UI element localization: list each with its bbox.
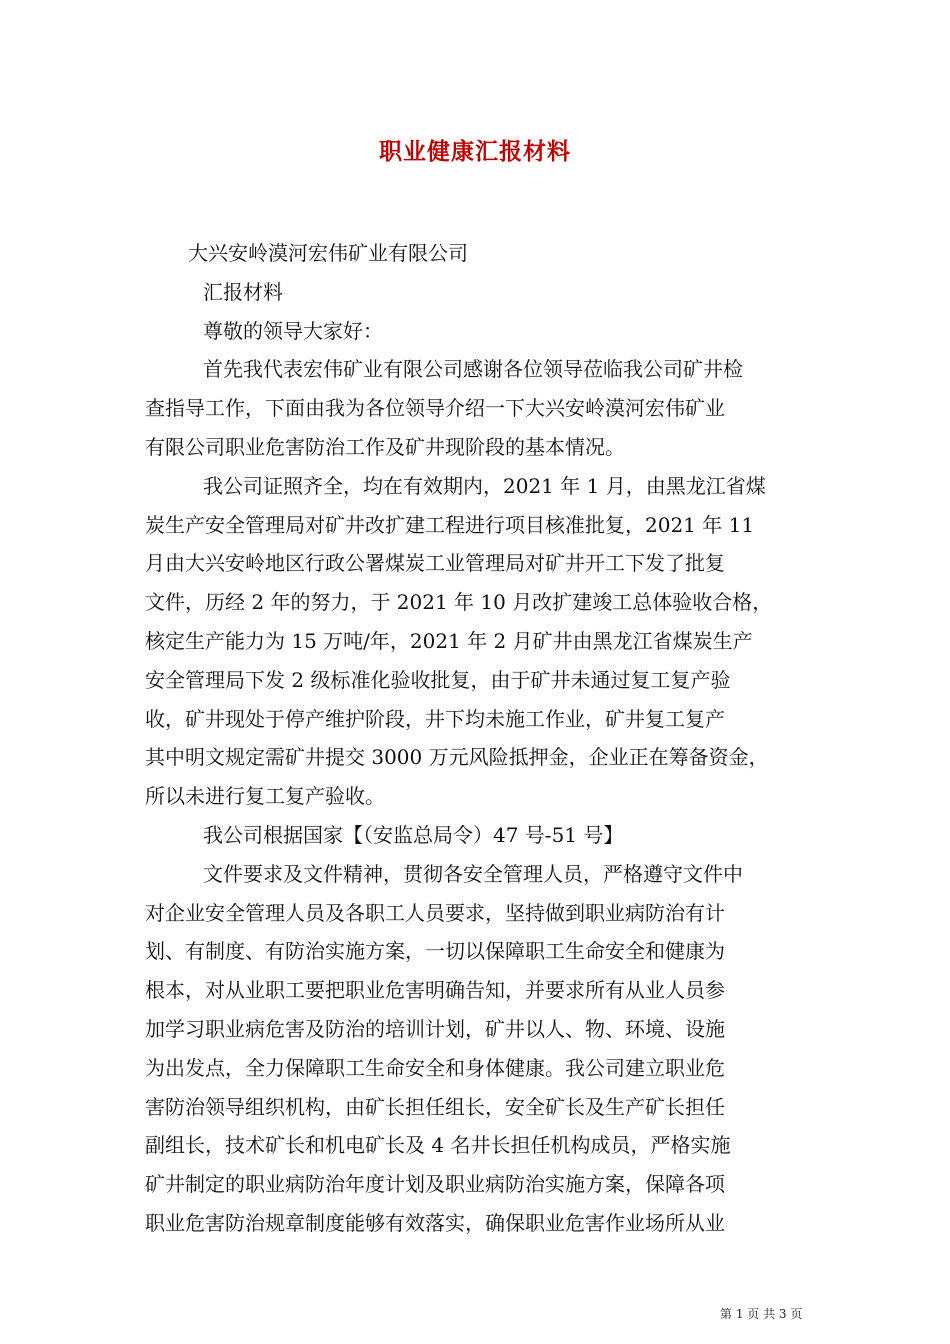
paragraph-line: 核定生产能力为 15 万吨/年，2021 年 2 月矿井由黑龙江省煤炭生产: [145, 628, 753, 653]
paragraph-line: 我公司证照齐全，均在有效期内，2021 年 1 月，由黑龙江省煤: [203, 473, 766, 498]
paragraph-line: 所以未进行复工复产验收。: [145, 784, 385, 809]
paragraph-line: 害防治领导组织机构，由矿长担任组长，安全矿长及生产矿长担任: [145, 1094, 725, 1119]
document-body: [145, 234, 810, 1243]
paragraph-line: 首先我代表宏伟矿业有限公司感谢各位领导莅临我公司矿井检: [203, 357, 743, 382]
paragraph-line: 其中明文规定需矿井提交 3000 万元风险抵押金，企业正在筹备资金，: [145, 745, 769, 770]
paragraph-line: 划、有制度、有防治实施方案，一切以保障职工生命安全和健康为: [145, 939, 725, 964]
page-indicator: 第 1 页 共 3 页: [720, 1307, 803, 1321]
paragraph-line: 炭生产安全管理局对矿井改扩建工程进行项目核准批复，2021 年 11: [145, 512, 755, 537]
report-label-line: 汇报材料: [203, 279, 283, 304]
paragraph-line: 月由大兴安岭地区行政公署煤炭工业管理局对矿井开工下发了批复: [145, 551, 725, 576]
paragraph-line: 查指导工作，下面由我为各位领导介绍一下大兴安岭漠河宏伟矿业: [145, 396, 725, 421]
paragraph-line: 根本，对从业职工要把职业危害明确告知，并要求所有从业人员参: [145, 978, 725, 1003]
paragraph-line: 有限公司职业危害防治工作及矿井现阶段的基本情况。: [145, 434, 625, 459]
paragraph-line: 对企业安全管理人员及各职工人员要求，坚持做到职业病防治有计: [145, 900, 725, 925]
document-title: 职业健康汇报材料: [379, 138, 571, 165]
paragraph-line: 我公司根据国家【（安监总局令）47 号-51 号】: [203, 822, 624, 847]
paragraph-line: 矿井制定的职业病防治年度计划及职业病防治实施方案，保障各项: [145, 1172, 725, 1197]
paragraph-line: 安全管理局下发 2 级标准化验收批复，由于矿井未通过复工复产验: [145, 667, 731, 692]
company-name-line: 大兴安岭漠河宏伟矿业有限公司: [188, 241, 468, 265]
paragraph-line: 收，矿井现处于停产维护阶段，井下均未施工作业，矿井复工复产: [145, 706, 725, 731]
paragraph-line: 为出发点，全力保障职工生命安全和身体健康。我公司建立职业危: [145, 1055, 725, 1080]
paragraph-line: 加学习职业病危害及防治的培训计划，矿井以人、物、环境、设施: [145, 1016, 725, 1041]
paragraph-line: 文件要求及文件精神，贯彻各安全管理人员，严格遵守文件中: [203, 861, 743, 886]
paragraph-line: 文件，历经 2 年的努力，于 2021 年 10 月改扩建竣工总体验收合格，: [145, 590, 773, 615]
greeting-line: 尊敬的领导大家好：: [203, 318, 383, 343]
paragraph-line: 职业危害防治规章制度能够有效落实，确保职业危害作业场所从业: [145, 1210, 725, 1235]
paragraph-line: 副组长，技术矿长和机电矿长及 4 名井长担任机构成员，严格实施: [145, 1133, 731, 1158]
